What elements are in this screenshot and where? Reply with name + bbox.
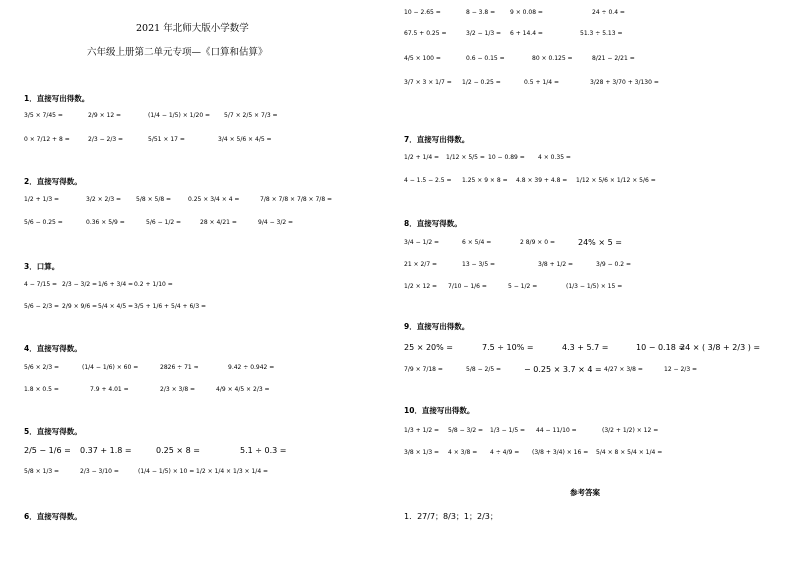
problem-3-4: 0.2 + 1/10 = xyxy=(134,281,173,288)
problem-6-1: 10 − 2.65 = xyxy=(404,9,441,16)
problem-2-4: 0.25 × 3/4 × 4 = xyxy=(188,196,240,203)
problem-6-7: 6 + 14.4 = xyxy=(510,30,543,37)
problem-8-5: 21 × 2/7 = xyxy=(404,261,438,268)
section-7-heading: 7．直接写出得数。 xyxy=(404,135,470,144)
problem-4-6: 7.9 + 4.01 = xyxy=(90,386,129,393)
problem-7-6: 1.25 × 9 × 8 = xyxy=(462,177,508,184)
section-3-heading: 3．口算。 xyxy=(24,262,60,271)
problem-6-15: 0.5 + 1/4 = xyxy=(524,79,559,86)
problem-9-10: 12 − 2/3 = xyxy=(664,366,698,373)
problem-10-6: 3/8 × 1/3 = xyxy=(404,449,440,456)
problem-1-8: 3/4 × 5/6 × 4/5 = xyxy=(218,136,272,143)
problem-8-1: 3/4 − 1/2 = xyxy=(404,239,440,246)
answers-heading: 参考答案 xyxy=(570,488,600,497)
problem-2-1: 1/2 + 1/3 = xyxy=(24,196,60,203)
problem-10-5: (3/2 + 1/2) × 12 = xyxy=(602,427,659,434)
problem-4-1: 5/6 × 2/3 = xyxy=(24,364,60,371)
section-2-heading: 2．直接写得数。 xyxy=(24,177,82,186)
problem-7-8: 1/12 × 5/6 × 1/12 × 5/6 = xyxy=(576,177,656,184)
problem-6-11: 80 × 0.125 = xyxy=(532,55,573,62)
problem-2-9: 28 × 4/21 = xyxy=(200,219,237,226)
problem-6-9: 4/5 × 100 = xyxy=(404,55,441,62)
problem-2-8: 5/6 − 1/2 = xyxy=(146,219,182,226)
problem-6-3: 9 × 0.08 = xyxy=(510,9,543,16)
problem-1-7: 5/51 × 17 = xyxy=(148,136,185,143)
problem-1-3: (1/4 − 1/5) × 1/20 = xyxy=(148,112,211,119)
problem-7-3: 10 − 0.89 = xyxy=(488,154,525,161)
problem-6-13: 3/7 × 3 × 1/7 = xyxy=(404,79,452,86)
problem-6-2: 8 − 3.8 = xyxy=(466,9,496,16)
problem-6-4: 24 ÷ 0.4 = xyxy=(592,9,625,16)
problem-8-8: 3/9 − 0.2 = xyxy=(596,261,631,268)
problem-9-9: 4/27 × 3/8 = xyxy=(604,366,643,373)
problem-2-2: 3/2 × 2/3 = xyxy=(86,196,122,203)
problem-3-2: 2/3 − 3/2 = xyxy=(62,281,98,288)
problem-7-7: 4.8 × 39 + 4.8 = xyxy=(516,177,568,184)
problem-1-6: 2/3 − 2/3 = xyxy=(88,136,124,143)
problem-9-2: 7.5 ÷ 10% = xyxy=(482,343,534,352)
problem-8-6: 13 − 3/5 = xyxy=(462,261,496,268)
problem-4-3: 2826 ÷ 71 ≈ xyxy=(160,364,199,371)
section-8-heading: 8．直接写得数。 xyxy=(404,219,462,228)
problem-2-3: 5/8 × 5/8 = xyxy=(136,196,172,203)
problem-3-3: 1/6 + 3/4 = xyxy=(98,281,134,288)
problem-1-1: 3/5 × 7/45 = xyxy=(24,112,63,119)
problem-3-5: 5/6 − 2/3 = xyxy=(24,303,60,310)
problem-6-16: 3/28 + 3/70 + 3/130 = xyxy=(590,79,659,86)
problem-2-6: 5/6 − 0.25 = xyxy=(24,219,63,226)
problem-2-5: 7/8 × 7/8 × 7/8 × 7/8 = xyxy=(260,196,333,203)
problem-2-7: 0.36 × 5/9 = xyxy=(86,219,125,226)
problem-7-2: 1/12 × 5/5 = xyxy=(446,154,485,161)
problem-1-4: 5/7 × 2/5 × 7/3 = xyxy=(224,112,278,119)
problem-5-1: 2/5 − 1/6 = xyxy=(24,446,71,455)
problem-5-7: (1/4 − 1/5) × 10 = xyxy=(138,468,195,475)
problem-10-7: 4 × 3/8 = xyxy=(448,449,478,456)
problem-3-7: 5/4 × 4/5 = xyxy=(98,303,134,310)
problem-6-6: 3/2 − 1/3 = xyxy=(466,30,502,37)
problem-6-12: 8/21 − 2/21 = xyxy=(592,55,635,62)
problem-9-4: 10 − 0.18 = xyxy=(636,343,686,352)
problem-9-6: 7/9 × 7/18 = xyxy=(404,366,443,373)
section-9-heading: 9．直接写出得数。 xyxy=(404,322,470,331)
problem-10-8: 4 ÷ 4/9 = xyxy=(490,449,520,456)
problem-1-5: 0 × 7/12 + 8 = xyxy=(24,136,70,143)
problem-5-6: 2/3 − 3/10 = xyxy=(80,468,119,475)
problem-9-8: − 0.25 × 3.7 × 4 = xyxy=(524,365,602,374)
problem-5-2: 0.37 + 1.8 = xyxy=(80,446,132,455)
problem-8-11: 5 − 1/2 = xyxy=(508,283,538,290)
problem-6-14: 1/2 − 0.25 = xyxy=(462,79,501,86)
problem-6-8: 51.3 ÷ 5.13 = xyxy=(580,30,623,37)
section-6-heading: 6．直接写得数。 xyxy=(24,512,82,521)
problem-9-5: 24 × ( 3/8 + 2/3 ) = xyxy=(680,343,761,352)
problem-8-3: 2 8/9 × 0 = xyxy=(520,239,555,246)
problem-3-6: 2/9 × 9/6 = xyxy=(62,303,98,310)
problem-4-4: 9.42 ÷ 0.942 = xyxy=(228,364,275,371)
section-4-heading: 4．直接写得数。 xyxy=(24,344,82,353)
problem-8-10: 7/10 − 1/6 = xyxy=(448,283,487,290)
problem-7-4: 4 × 0.35 = xyxy=(538,154,571,161)
problem-10-3: 1/3 − 1/5 = xyxy=(490,427,526,434)
answers-line-1: 1．27/7；8/3；1；2/3； xyxy=(404,512,498,521)
problem-9-1: 25 × 20% = xyxy=(404,343,453,352)
problem-10-9: (3/8 + 3/4) × 16 = xyxy=(532,449,589,456)
problem-4-5: 1.8 × 0.5 = xyxy=(24,386,59,393)
problem-4-7: 2/3 × 3/8 = xyxy=(160,386,196,393)
problem-10-2: 5/8 − 3/2 = xyxy=(448,427,484,434)
section-5-heading: 5．直接写得数。 xyxy=(24,427,82,436)
problem-10-1: 1/3 + 1/2 = xyxy=(404,427,440,434)
problem-3-8: 3/5 + 1/6 + 5/4 + 6/3 = xyxy=(134,303,207,310)
problem-5-4: 5.1 ÷ 0.3 = xyxy=(240,446,287,455)
page-title: 2021 年北师大版小学数学 xyxy=(136,23,249,34)
problem-10-10: 5/4 × 8 × 5/4 × 1/4 = xyxy=(596,449,663,456)
problem-4-8: 4/9 × 4/5 × 2/3 = xyxy=(216,386,270,393)
problem-9-7: 5/8 − 2/5 = xyxy=(466,366,502,373)
section-10-heading: 10．直接写出得数。 xyxy=(404,406,475,415)
problem-5-5: 5/8 × 1/3 = xyxy=(24,468,60,475)
problem-6-5: 67.5 + 0.25 = xyxy=(404,30,447,37)
problem-8-9: 1/2 × 12 = xyxy=(404,283,438,290)
problem-8-7: 3/8 + 1/2 = xyxy=(538,261,574,268)
problem-9-3: 4.3 + 5.7 = xyxy=(562,343,609,352)
problem-10-4: 44 − 11/10 = xyxy=(536,427,577,434)
problem-5-8: 1/2 × 1/4 × 1/3 × 1/4 = xyxy=(196,468,269,475)
problem-7-5: 4 − 1.5 − 2.5 = xyxy=(404,177,452,184)
problem-1-2: 2/9 × 12 = xyxy=(88,112,122,119)
page-subtitle: 六年级上册第二单元专项—《口算和估算》 xyxy=(87,47,268,58)
problem-8-4: 24% × 5 = xyxy=(578,238,622,247)
problem-4-2: (1/4 − 1/6) × 60 = xyxy=(82,364,139,371)
problem-3-1: 4 − 7/15 = xyxy=(24,281,58,288)
problem-7-1: 1/2 + 1/4 = xyxy=(404,154,440,161)
problem-2-10: 9/4 − 3/2 = xyxy=(258,219,294,226)
problem-8-12: (1/3 − 1/5) × 15 = xyxy=(566,283,623,290)
problem-8-2: 6 × 5/4 = xyxy=(462,239,492,246)
section-1-heading: 1．直接写出得数。 xyxy=(24,94,90,103)
problem-6-10: 0.6 − 0.15 = xyxy=(466,55,505,62)
problem-5-3: 0.25 × 8 = xyxy=(156,446,200,455)
